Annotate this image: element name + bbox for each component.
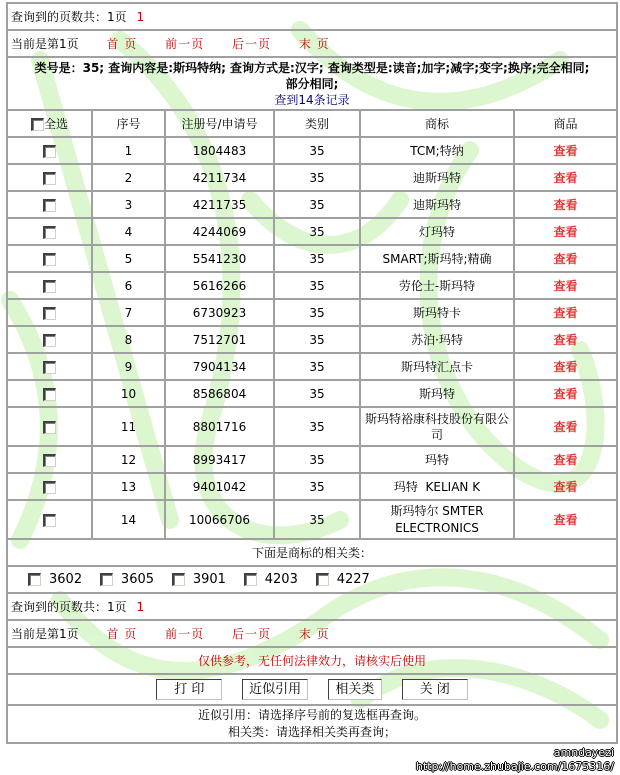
row-class: 35 bbox=[274, 191, 360, 218]
table-row bbox=[7, 326, 617, 353]
row-seq: 8 bbox=[92, 326, 165, 353]
page-number-link[interactable]: 1 bbox=[136, 10, 145, 24]
results-container bbox=[6, 2, 616, 744]
related-class-label: 4227 bbox=[336, 572, 370, 587]
header-trademark: 商标 bbox=[360, 110, 514, 137]
row-class: 35 bbox=[274, 473, 360, 500]
table-row bbox=[7, 191, 617, 218]
row-seq: 9 bbox=[92, 353, 165, 380]
image-watermark bbox=[416, 746, 614, 774]
print-button[interactable]: 打 印 bbox=[156, 679, 222, 700]
header-reg-no: 注册号/申请号 bbox=[165, 110, 274, 137]
row-checkbox[interactable] bbox=[43, 361, 56, 374]
row-class: 35 bbox=[274, 407, 360, 446]
close-button[interactable]: 关 闭 bbox=[402, 679, 468, 700]
last-page-link[interactable]: 末 页 bbox=[298, 37, 330, 51]
row-reg-no: 7512701 bbox=[165, 326, 274, 353]
row-class: 35 bbox=[274, 326, 360, 353]
view-goods-link[interactable]: 查看 bbox=[553, 225, 578, 239]
similar-cite-note: 近似引用：请选择序号前的复选框再查询。 bbox=[198, 708, 427, 722]
row-class: 35 bbox=[274, 218, 360, 245]
row-trademark: TCM;特纳 bbox=[360, 137, 514, 164]
related-class-label: 4203 bbox=[264, 572, 298, 587]
row-trademark: 斯玛特 bbox=[360, 380, 514, 407]
related-class-checkbox[interactable] bbox=[100, 573, 113, 586]
view-goods-link[interactable]: 查看 bbox=[553, 252, 578, 266]
related-class-checkbox[interactable] bbox=[244, 573, 257, 586]
view-goods-link[interactable]: 查看 bbox=[553, 306, 578, 320]
view-goods-link[interactable]: 查看 bbox=[553, 453, 578, 467]
table-row bbox=[7, 473, 617, 500]
related-class-label: 3605 bbox=[120, 572, 155, 587]
next-page-link[interactable]: 后一页 bbox=[231, 37, 271, 51]
row-trademark: 劳伦士-斯玛特 bbox=[360, 272, 514, 299]
query-criteria-text-cont: 部分相同; bbox=[285, 76, 339, 91]
related-class-option[interactable] bbox=[316, 572, 370, 587]
next-page-link[interactable]: 后一页 bbox=[231, 627, 271, 641]
row-checkbox[interactable] bbox=[43, 334, 56, 347]
first-page-link[interactable]: 首 页 bbox=[106, 627, 138, 641]
row-checkbox[interactable] bbox=[43, 388, 56, 401]
prev-page-link[interactable]: 前一页 bbox=[165, 37, 205, 51]
row-reg-no: 4211735 bbox=[165, 191, 274, 218]
row-reg-no: 6730923 bbox=[165, 299, 274, 326]
related-class-label: 3602 bbox=[49, 572, 83, 587]
current-page-label: 当前是第1页 bbox=[11, 37, 79, 51]
row-seq: 10 bbox=[92, 380, 165, 407]
row-checkbox[interactable] bbox=[43, 172, 56, 185]
table-row bbox=[7, 500, 617, 539]
view-goods-link[interactable]: 查看 bbox=[553, 171, 578, 185]
row-reg-no: 8801716 bbox=[165, 407, 274, 446]
query-info-row bbox=[7, 57, 617, 110]
row-class: 35 bbox=[274, 245, 360, 272]
related-classes-title: 下面是商标的相关类： bbox=[7, 539, 617, 566]
row-checkbox[interactable] bbox=[43, 454, 56, 467]
row-trademark: 苏泊·玛特 bbox=[360, 326, 514, 353]
table-row bbox=[7, 245, 617, 272]
page-number-link[interactable]: 1 bbox=[136, 600, 145, 614]
page-count-label: 查询到的页数共：1页 bbox=[11, 10, 127, 24]
row-seq: 4 bbox=[92, 218, 165, 245]
related-title-row bbox=[7, 539, 617, 566]
row-seq: 14 bbox=[92, 500, 165, 539]
row-trademark: SMART;斯玛特;精确 bbox=[360, 245, 514, 272]
view-goods-link[interactable]: 查看 bbox=[553, 279, 578, 293]
view-goods-link[interactable]: 查看 bbox=[553, 480, 578, 494]
table-row bbox=[7, 380, 617, 407]
table-row bbox=[7, 272, 617, 299]
row-reg-no: 8993417 bbox=[165, 446, 274, 473]
bottom-page-count-row bbox=[7, 593, 617, 620]
row-class: 35 bbox=[274, 353, 360, 380]
last-page-link[interactable]: 末 页 bbox=[298, 627, 330, 641]
row-reg-no: 5616266 bbox=[165, 272, 274, 299]
view-goods-link[interactable]: 查看 bbox=[553, 420, 578, 434]
row-seq: 5 bbox=[92, 245, 165, 272]
view-goods-link[interactable]: 查看 bbox=[553, 198, 578, 212]
view-goods-link[interactable]: 查看 bbox=[553, 360, 578, 374]
record-count-text: 查到14条记录 bbox=[274, 92, 350, 107]
current-page-label: 当前是第1页 bbox=[11, 627, 79, 641]
related-class-checkbox[interactable] bbox=[316, 573, 329, 586]
header-goods: 商品 bbox=[514, 110, 617, 137]
notes-row bbox=[7, 705, 617, 743]
row-reg-no: 8586804 bbox=[165, 380, 274, 407]
table-row bbox=[7, 353, 617, 380]
row-reg-no: 5541230 bbox=[165, 245, 274, 272]
view-goods-link[interactable]: 查看 bbox=[553, 333, 578, 347]
row-checkbox[interactable] bbox=[43, 145, 56, 158]
row-seq: 3 bbox=[92, 191, 165, 218]
row-checkbox[interactable] bbox=[43, 307, 56, 320]
row-class: 35 bbox=[274, 137, 360, 164]
row-reg-no: 4211734 bbox=[165, 164, 274, 191]
top-pager-row bbox=[7, 30, 617, 57]
row-seq: 12 bbox=[92, 446, 165, 473]
row-trademark: 斯玛特尔 SMTER ELECTRONICS bbox=[360, 500, 514, 539]
row-class: 35 bbox=[274, 272, 360, 299]
results-table bbox=[6, 2, 618, 744]
row-seq: 2 bbox=[92, 164, 165, 191]
row-class: 35 bbox=[274, 299, 360, 326]
row-reg-no: 1804483 bbox=[165, 137, 274, 164]
row-checkbox[interactable] bbox=[43, 199, 56, 212]
row-checkbox[interactable] bbox=[43, 253, 56, 266]
related-classes-note: 相关类：请选择相关类再查询； bbox=[228, 725, 397, 739]
row-trademark: 迪斯玛特 bbox=[360, 191, 514, 218]
table-row bbox=[7, 299, 617, 326]
related-class-option[interactable] bbox=[100, 572, 154, 587]
table-row bbox=[7, 164, 617, 191]
row-class: 35 bbox=[274, 164, 360, 191]
watermark-user: amndayezi bbox=[553, 746, 614, 759]
row-trademark: 斯玛特汇点卡 bbox=[360, 353, 514, 380]
view-goods-link[interactable]: 查看 bbox=[553, 144, 578, 158]
prev-page-link[interactable]: 前一页 bbox=[165, 627, 205, 641]
row-reg-no: 7904134 bbox=[165, 353, 274, 380]
row-trademark: 迪斯玛特 bbox=[360, 164, 514, 191]
related-class-label: 3901 bbox=[192, 572, 226, 587]
table-row bbox=[7, 407, 617, 446]
row-trademark: 玛特 bbox=[360, 446, 514, 473]
bottom-pager-row bbox=[7, 620, 617, 647]
related-classes-row bbox=[7, 566, 617, 593]
row-trademark: 斯玛特卡 bbox=[360, 299, 514, 326]
row-checkbox[interactable] bbox=[43, 226, 56, 239]
related-classes-button[interactable]: 相关类 bbox=[328, 679, 382, 700]
table-header-row bbox=[7, 110, 617, 137]
related-class-checkbox[interactable] bbox=[28, 573, 41, 586]
row-class: 35 bbox=[274, 500, 360, 539]
row-seq: 6 bbox=[92, 272, 165, 299]
related-class-checkbox[interactable] bbox=[172, 573, 185, 586]
row-reg-no: 10066706 bbox=[165, 500, 274, 539]
row-seq: 11 bbox=[92, 407, 165, 446]
first-page-link[interactable]: 首 页 bbox=[106, 37, 138, 51]
row-seq: 7 bbox=[92, 299, 165, 326]
row-class: 35 bbox=[274, 380, 360, 407]
row-trademark: 灯玛特 bbox=[360, 218, 514, 245]
select-all-checkbox[interactable] bbox=[31, 118, 44, 131]
disclaimer-text: 仅供参考，无任何法律效力，请核实后使用 bbox=[7, 647, 617, 674]
query-criteria-text: 类号是：35; 查询内容是:斯玛特纳; 查询方式是:汉字; 查询类型是:读音;加字;减字;变字;换序;完全相同; bbox=[34, 60, 590, 75]
table-row bbox=[7, 218, 617, 245]
view-goods-link[interactable]: 查看 bbox=[553, 513, 578, 527]
disclaimer-row bbox=[7, 647, 617, 674]
row-seq: 1 bbox=[92, 137, 165, 164]
related-class-option[interactable] bbox=[28, 572, 82, 587]
action-buttons-row bbox=[7, 674, 617, 705]
row-checkbox[interactable] bbox=[43, 481, 56, 494]
related-class-option[interactable] bbox=[172, 572, 226, 587]
row-trademark: 斯玛特裕康科技股份有限公司 bbox=[360, 407, 514, 446]
page-count-label: 查询到的页数共：1页 bbox=[11, 600, 127, 614]
row-checkbox[interactable] bbox=[43, 280, 56, 293]
similar-cite-button[interactable]: 近似引用 bbox=[242, 679, 308, 700]
select-all-label: 全选 bbox=[43, 117, 68, 131]
row-reg-no: 9401042 bbox=[165, 473, 274, 500]
header-class: 类别 bbox=[274, 110, 360, 137]
row-trademark: 玛特 KELIAN K bbox=[360, 473, 514, 500]
row-checkbox[interactable] bbox=[43, 514, 56, 527]
related-class-option[interactable] bbox=[244, 572, 298, 587]
row-class: 35 bbox=[274, 446, 360, 473]
table-row bbox=[7, 446, 617, 473]
top-page-count-row bbox=[7, 3, 617, 30]
row-seq: 13 bbox=[92, 473, 165, 500]
watermark-url: http://home.zhubajie.com/1675316/ bbox=[415, 760, 614, 773]
view-goods-link[interactable]: 查看 bbox=[553, 387, 578, 401]
row-checkbox[interactable] bbox=[43, 421, 56, 434]
table-row bbox=[7, 137, 617, 164]
row-reg-no: 4244069 bbox=[165, 218, 274, 245]
header-seq: 序号 bbox=[92, 110, 165, 137]
